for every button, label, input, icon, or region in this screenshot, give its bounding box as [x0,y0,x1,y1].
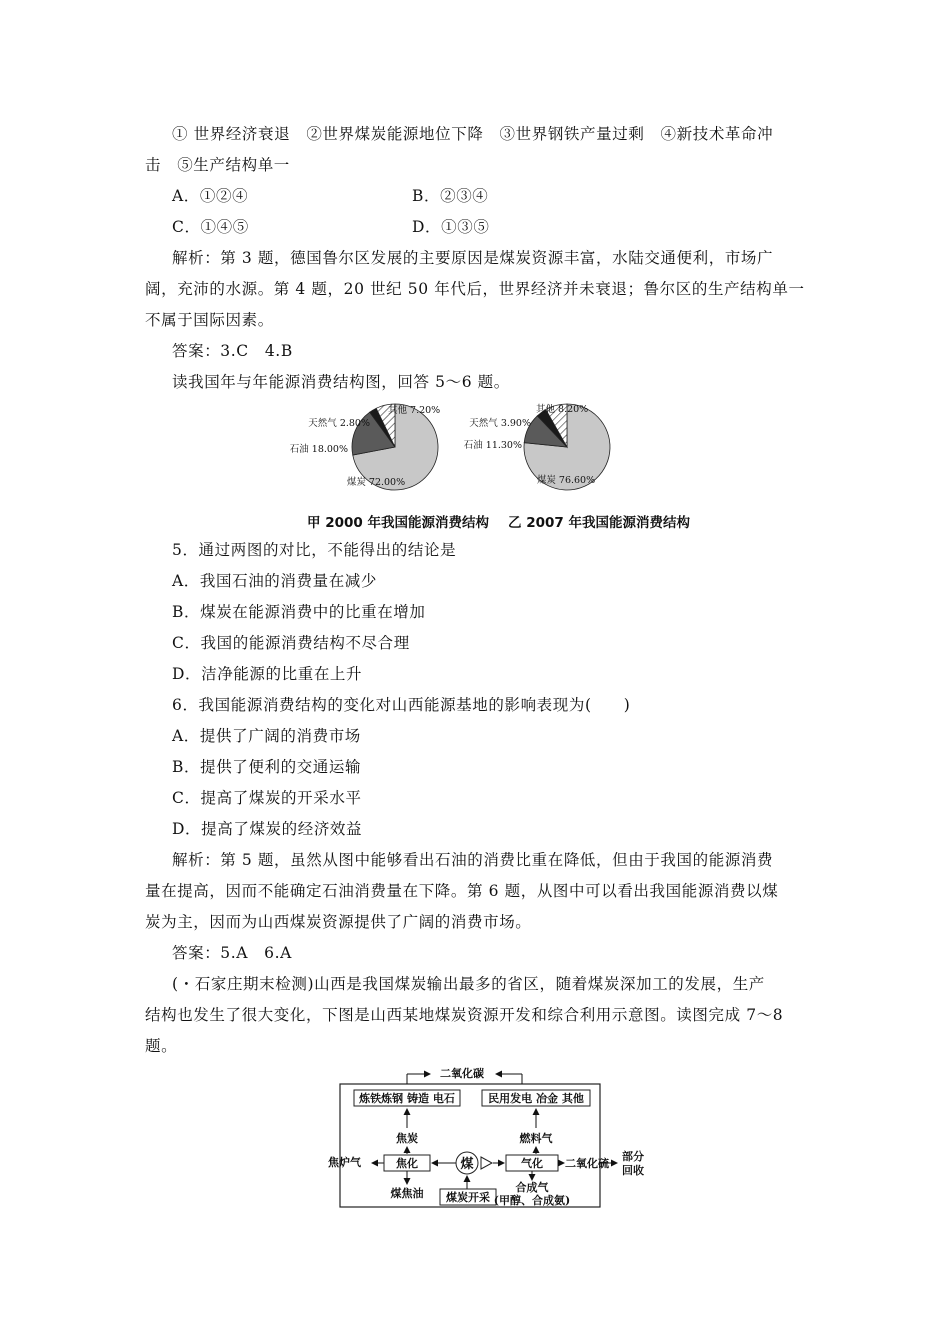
question-5-option-d: D．洁净能源的比重在上升 [172,665,363,683]
analysis-line: 不属于国际因素。 [145,311,274,329]
pie-slice-label: 天然气 3.90% [469,418,531,429]
answer-line: 答案：3.C 4.B [172,342,293,360]
option-b: B．②③④ [412,187,489,205]
analysis-line: 量在提高，因而不能确定石油消费量在下降。第 6 题，从图中可以看出我国能源消费以煤 [145,882,779,900]
question-6-option-c: C．提高了煤炭的开采水平 [172,789,362,807]
option-c: C．①④⑤ [172,218,249,236]
syngas-label: 合成气 [515,1181,549,1194]
coal-label: 煤 [460,1157,474,1172]
coke-label: 焦炭 [396,1132,418,1145]
instruction-line: 读我国年与年能源消费结构图，回答 5～6 题。 [172,373,510,391]
pie-slice-label: 煤炭 76.60% [536,475,596,486]
analysis-line: 炭为主，因而为山西煤炭资源提供了广阔的消费市场。 [145,913,532,931]
question-6-option-d: D．提高了煤炭的经济效益 [172,820,363,838]
analysis-line: 阔，充沛的水源。第 4 题，20 世纪 50 年代后，世界经济并未衰退；鲁尔区的生产结构单一 [145,280,805,298]
pie-slice-label: 天然气 2.80% [308,418,370,429]
pie-charts-figure [290,400,750,512]
use-label-right: 民用发电 冶金 其他 [488,1092,584,1105]
coking-label: 焦化 [396,1157,418,1170]
coal-utilization-diagram [328,1062,652,1212]
recycle-label-1: 部分 [622,1150,644,1163]
intro-line: (・石家庄期末检测)山西是我国煤炭输出最多的省区，随着煤炭深加工的发展，生产 [172,975,765,993]
question-5-option-c: C．我国的能源消费结构不尽合理 [172,634,410,652]
tar-label: 煤焦油 [390,1187,424,1200]
pie-slice-label: 其他 7.20% [388,405,441,416]
pie-slice-label: 煤炭 72.00% [346,477,406,488]
recycle-label-2: 回收 [622,1164,644,1177]
so2-label: 二氧化硫 [565,1157,609,1170]
mining-label: 煤炭开采 [446,1191,490,1204]
intro-line: 题。 [145,1037,178,1055]
pie-slice-label: 其他 8.20% [536,404,589,415]
question-6-option-b: B．提供了便利的交通运输 [172,758,362,776]
analysis-line: 解析：第 5 题，虽然从图中能够看出石油的消费比重在降低，但由于我国的能源消费 [172,851,774,869]
use-label-left: 炼铁炼钢 铸造 电石 [359,1092,455,1105]
option-d: D．①③⑤ [412,218,490,236]
text-line: 击 ⑤生产结构单一 [145,156,290,174]
gasify-label: 气化 [521,1157,543,1170]
answer-line: 答案：5.A 6.A [172,944,292,962]
question-6-option-a: A．提供了广阔的消费市场 [172,727,361,745]
question-5-option-b: B．煤炭在能源消费中的比重在增加 [172,603,426,621]
fuel-gas-label: 燃料气 [519,1132,553,1145]
question-5-option-a: A．我国石油的消费量在减少 [172,572,377,590]
option-a: A．①②④ [172,187,249,205]
pie-slice-label: 石油 18.00% [289,444,348,455]
pie-caption-2000: 甲 2000 年我国能源消费结构 [307,515,489,531]
question-5: 5．通过两图的对比，不能得出的结论是 [172,541,457,559]
pie-slice-label: 石油 11.30% [463,440,522,451]
coke-gas-label: 焦炉气 [328,1156,361,1169]
syngas-note: (甲醇、合成氨) [493,1194,571,1207]
pie-caption-2007: 乙 2007 年我国能源消费结构 [508,515,690,531]
intro-line: 结构也发生了很大变化，下图是山西某地煤炭资源开发和综合利用示意图。读图完成 7～8 [145,1006,784,1024]
analysis-line: 解析：第 3 题，德国鲁尔区发展的主要原因是煤炭资源丰富，水陆交通便利，市场广 [172,249,774,267]
text-line: ① 世界经济衰退 ②世界煤炭能源地位下降 ③世界钢铁产量过剩 ④新技术革命冲 [172,125,774,143]
co2-label: 二氧化碳 [440,1067,484,1080]
question-6: 6．我国能源消费结构的变化对山西能源基地的影响表现为( ) [172,696,631,714]
